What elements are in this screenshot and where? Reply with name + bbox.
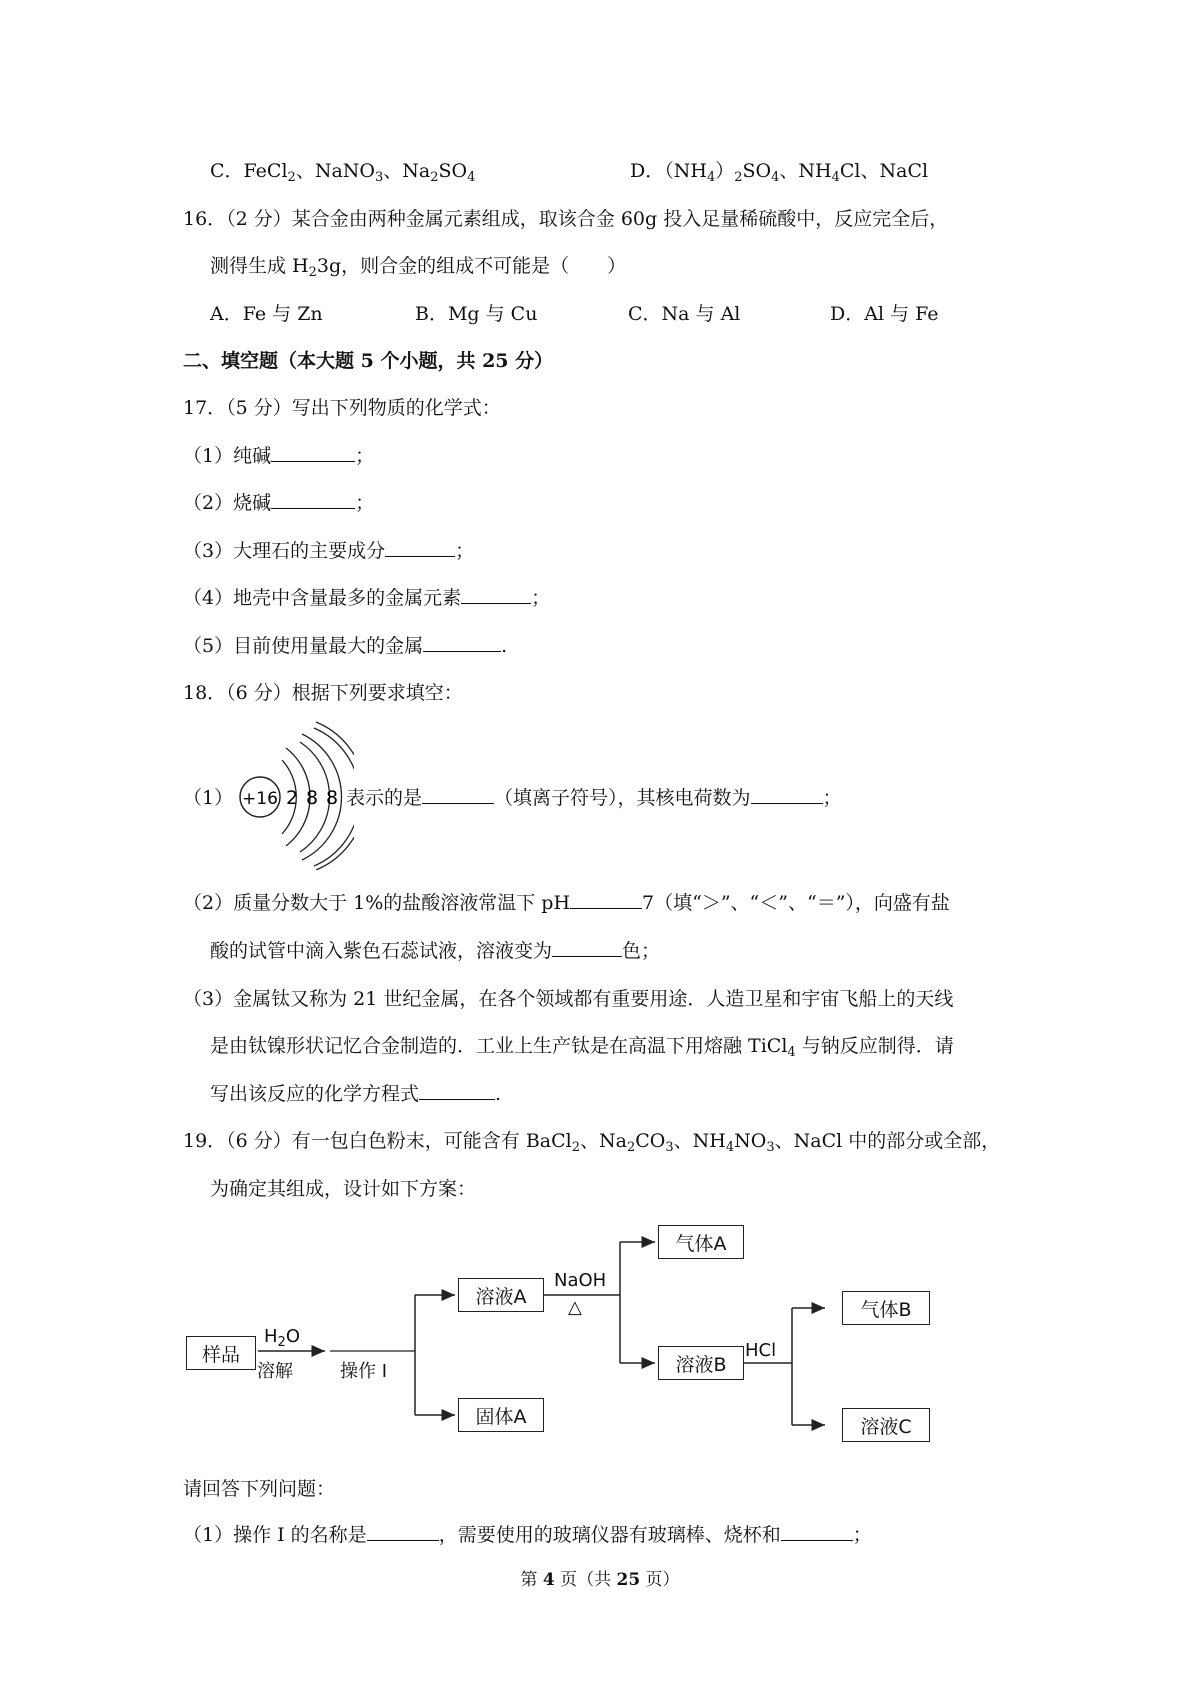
q18-part3-line2: 是由钛镍形状记忆合金制造的．工业上生产钛是在高温下用熔融 TiCl$_4$ 与钠反应制得．请 <box>210 1035 954 1060</box>
flow-label-heat: △ <box>568 1297 582 1318</box>
answer-blank[interactable] <box>781 1522 853 1541</box>
answer-blank[interactable] <box>552 938 622 957</box>
answer-blank[interactable] <box>419 1081 495 1100</box>
nucleus-charge: +16 <box>242 789 278 809</box>
flow-label-h2o: $H_2O$ <box>264 1326 300 1350</box>
q18-part2-line2: 酸的试管中滴入紫色石蕊试液，溶液变为 色； <box>210 940 661 962</box>
flow-node-solution-c: 溶液C <box>842 1408 930 1442</box>
flow-label-naoh: NaOH <box>554 1270 607 1291</box>
answer-blank[interactable] <box>461 585 531 604</box>
flow-node-sample: 样品 <box>186 1336 256 1370</box>
answer-blank[interactable] <box>751 785 823 804</box>
q15-option-c: C．FeCl$_2$、NaNO$_3$、$Na_2SO_4$ <box>210 160 476 185</box>
answer-blank[interactable] <box>385 538 455 557</box>
q16-option-d: D．Al 与 Fe <box>830 303 939 325</box>
q19-stem-line2: 为确定其组成，设计如下方案： <box>210 1178 477 1200</box>
answer-blank[interactable] <box>423 633 501 652</box>
q16-stem-line1: 16．（2 分）某合金由两种金属元素组成，取该合金 60g 投入足量稀硫酸中，反应完全后， <box>183 208 949 230</box>
q15-option-d: D．$(NH_4)_2SO_4$、$NH_4Cl$、NaCl <box>630 160 929 185</box>
q18-part1-number: （1） <box>183 787 234 809</box>
q19-sub1: （1）操作 I 的名称是 ，需要使用的玻璃仪器有玻璃棒、烧杯和 ； <box>183 1524 872 1546</box>
q17-item-4: （4）地壳中含量最多的金属元素 ； <box>183 587 551 609</box>
shell-electron-count: 2 <box>285 787 299 809</box>
flow-node-solution-b: 溶液B <box>658 1346 744 1380</box>
shell-electron-count: 8 <box>305 787 319 809</box>
flow-node-gas-b: 气体B <box>842 1291 930 1325</box>
flow-label-operation-1: 操作 I <box>340 1361 388 1382</box>
q17-item-2: （2）烧碱 ； <box>183 492 375 514</box>
q16-stem-line2: 测得生成 $H_23g$，则合金的组成不可能是（ ） <box>210 255 627 280</box>
flow-node-solution-a: 溶液A <box>458 1278 544 1312</box>
q16-option-c: C．Na 与 Al <box>628 303 741 325</box>
answer-blank[interactable] <box>271 443 355 462</box>
flow-label-hcl: HCl <box>745 1340 777 1361</box>
q18-part2-line1: （2）质量分数大于 1%的盐酸溶液常温下 pH 7（填“＞”、“＜”、“＝”），向盛有盐 <box>183 892 950 914</box>
q17-item-5: （5）目前使用量最大的金属 . <box>183 635 508 657</box>
page-footer: 第 4 页（共 25 页） <box>520 1570 680 1590</box>
q17-item-1: （1）纯碱 ； <box>183 445 375 467</box>
q16-option-a: A．Fe 与 Zn <box>210 303 323 325</box>
flow-label-dissolve: 溶解 <box>257 1361 293 1382</box>
q17-stem: 17．（5 分）写出下列物质的化学式： <box>183 397 501 419</box>
answer-blank[interactable] <box>570 890 642 909</box>
q18-part3-line3: 写出该反应的化学方程式 . <box>210 1083 502 1105</box>
q17-item-3: （3）大理石的主要成分 ； <box>183 540 475 562</box>
ion-structure-diagram <box>234 720 354 870</box>
answer-blank[interactable] <box>367 1522 439 1541</box>
flow-node-solid-a: 固体A <box>458 1398 544 1432</box>
q18-stem: 18．（6 分）根据下列要求填空： <box>183 682 463 704</box>
section-heading: 二、填空题（本大题 5 个小题，共 25 分） <box>183 350 554 372</box>
answer-blank[interactable] <box>422 785 494 804</box>
q19-stem-line1: 19．（6 分）有一包白色粉末，可能含有 BaCl$_2$、$Na_2CO_3$、$NH_4NO_3$、NaCl 中的部分或全部， <box>183 1130 1001 1155</box>
shell-electron-count: 8 <box>325 787 339 809</box>
q18-part1-text: 表示的是 （填离子符号），其核电荷数为 ； <box>346 787 842 809</box>
answer-blank[interactable] <box>271 490 355 509</box>
flow-node-gas-a: 气体A <box>658 1225 744 1259</box>
q19-prompt: 请回答下列问题： <box>183 1478 336 1500</box>
q18-part3-line1: （3）金属钛又称为 21 世纪金属，在各个领域都有重要用途．人造卫星和宇宙飞船上的天线 <box>183 988 954 1010</box>
q16-option-b: B．Mg 与 Cu <box>415 303 538 325</box>
